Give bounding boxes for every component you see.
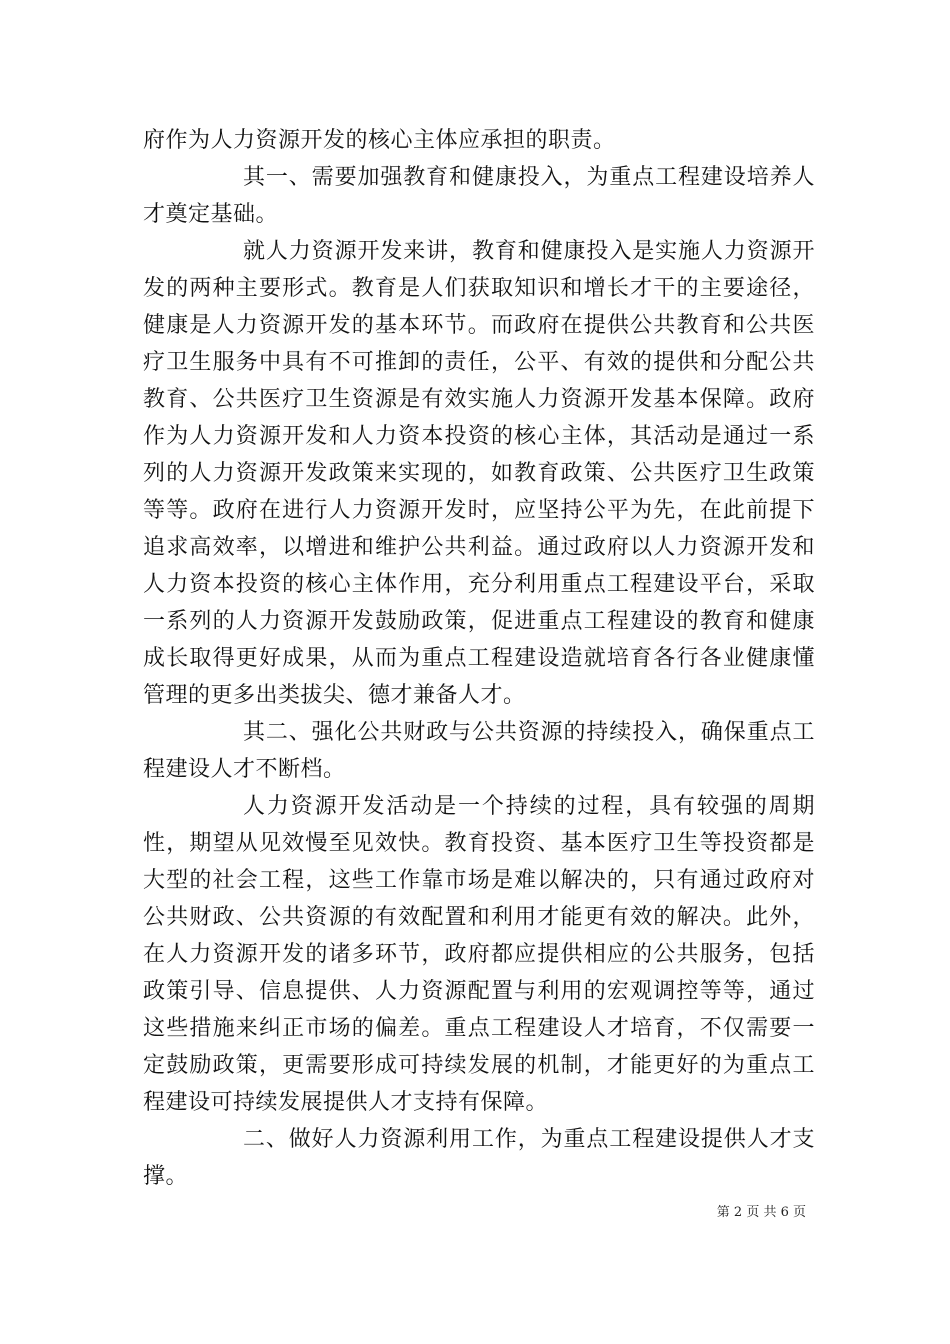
body-text — [143, 122, 815, 1195]
paragraph-heading-one: 其一、需要加强教育和健康投入，为重点工程建设培养人才奠定基础。 — [143, 165, 815, 227]
page-number: 第 2 页 共 6 页 — [716, 1205, 806, 1220]
paragraph-section-two: 二、做好人力资源利用工作，为重点工程建设提供人才支撑。 — [143, 1127, 815, 1189]
paragraph-heading-two: 其二、强化公共财政与公共资源的持续投入，确保重点工程建设人才不断档。 — [143, 720, 815, 782]
paragraph-education-health: 就人力资源开发来讲，教育和健康投入是实施人力资源开发的两种主要形式。教育是人们获取知识和增长才干的主要途径，健康是人力资源开发的基本环节。而政府在提供公共教育和公共医疗卫生服务中具有不可推卸的责任，公平、有效的提供和分配公共教育、公共医疗卫生资源是有效实施人力资源开发基本保障。政府作为人力资源开发和人力资本投资的核心主体，其活动是通过一系列的人力资源开发政策来实现的，如教育政策、公共医疗卫生政策等等。政府在进行人力资源开发时，应坚持公平为先，在此前提下追求高效率，以增进和维护公共利益。通过政府以人力资源开发和人力资本投资的核心主体作用，充分利用重点工程建设平台，采取一系列的人力资源开发鼓励政策，促进重点工程建设的教育和健康成长取得更好成果，从而为重点工程建设造就培育各行各业健康懂管理的更多出类拔尖、德才兼备人才。 — [143, 239, 815, 708]
paragraph-continuous-investment: 人力资源开发活动是一个持续的过程，具有较强的周期性，期望从见效慢至见效快。教育投资、基本医疗卫生等投资都是大型的社会工程，这些工作靠市场是难以解决的，只有通过政府对公共财政、公共资源的有效配置和利用才能更有效的解决。此外，在人力资源开发的诸多环节，政府都应提供相应的公共服务，包括政策引导、信息提供、人力资源配置与利用的宏观调控等等，通过这些措施来纠正市场的偏差。重点工程建设人才培育，不仅需要一定鼓励政策，更需要形成可持续发展的机制，才能更好的为重点工程建设可持续发展提供人才支持有保障。 — [143, 794, 815, 1115]
paragraph-continuation: 府作为人力资源开发的核心主体应承担的职责。 — [143, 128, 616, 153]
